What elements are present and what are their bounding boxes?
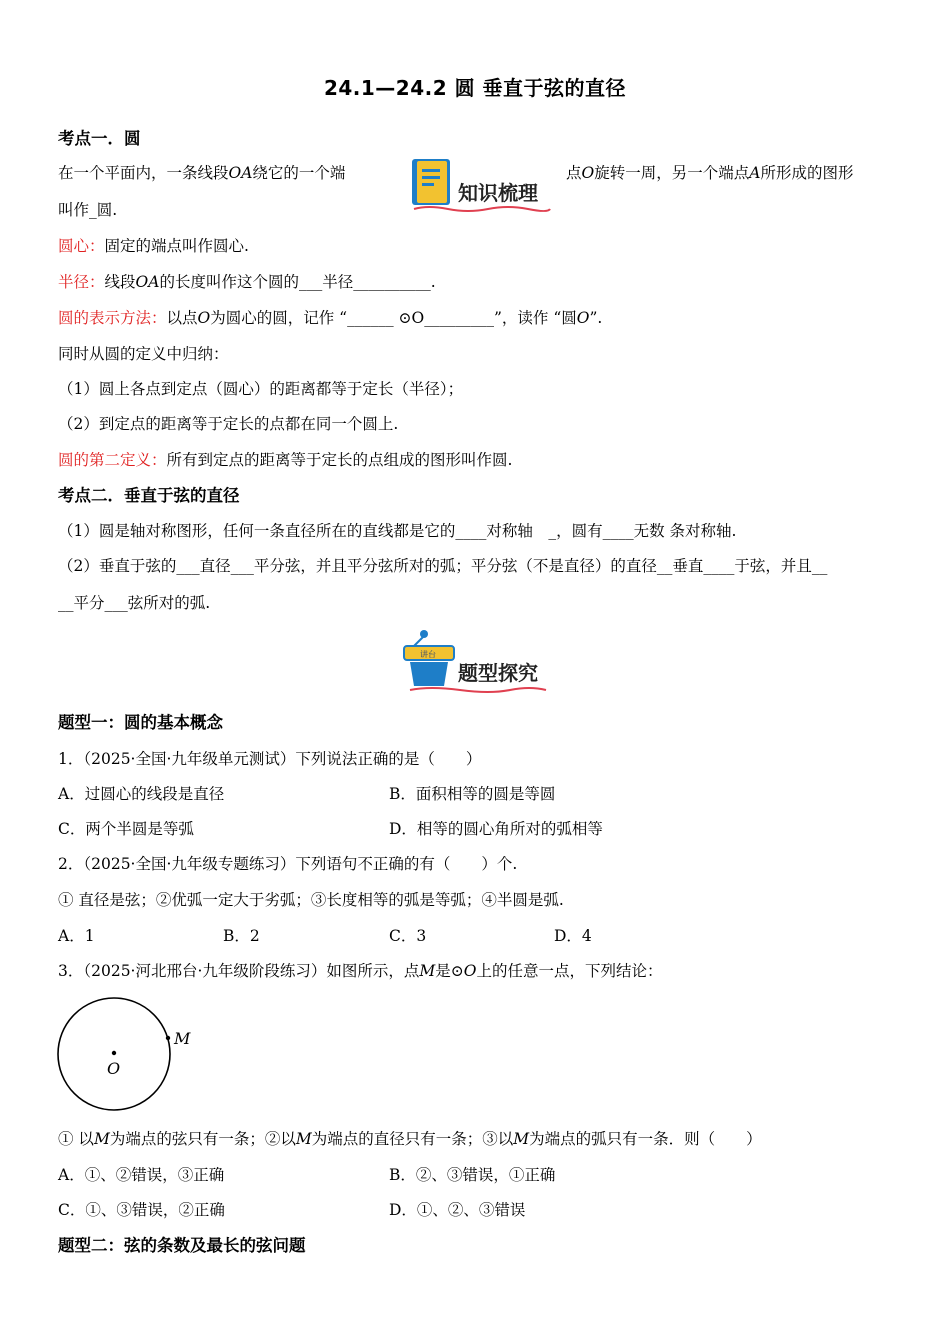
q2-option-c: C．3	[389, 927, 427, 945]
notation-label: 圆的表示方法：	[58, 309, 167, 327]
podium-icon	[400, 628, 550, 694]
q1-option-a: A．过圆心的线段是直径	[58, 785, 225, 803]
kp2-item2-cont: __平分___弦所对的弧.	[58, 594, 211, 612]
knowledge-badge-label: 知识梳理	[458, 181, 538, 205]
q3-stem: 3．（2025·河北邢台·九年级阶段练习）如图所示，点M是⊙O上的任意一点，下列结论：	[58, 962, 663, 980]
kp1-radius: 半径：线段OA的长度叫作这个圆的___半径__________.	[58, 273, 436, 291]
q1-stem: 1．（2025·全国·九年级单元测试）下列说法正确的是（ ）	[58, 750, 482, 768]
q3-option-c: C．①、③错误，②正确	[58, 1201, 225, 1219]
label-m: M	[174, 1029, 191, 1048]
kp1-notation: 圆的表示方法：以点O为圆心的圆，记作 “______ ⊙O_________”，读作 “圆O”.	[58, 309, 603, 327]
q3-option-d: D．①、②、③错误	[389, 1201, 526, 1219]
kp1-definition-line1-right: 点O旋转一周，另一个端点A所形成的图形	[566, 164, 854, 182]
radius-answer: ___半径__________.	[298, 273, 436, 291]
label-o: O	[107, 1059, 121, 1078]
kp1-item2: （2）到定点的距离等于定长的点都在同一个圆上.	[58, 415, 399, 433]
radius-label: 半径：	[58, 273, 105, 291]
q1-option-b: B．面积相等的圆是等圆	[389, 785, 556, 803]
q2-option-b: B．2	[223, 927, 260, 945]
center-point	[112, 1051, 116, 1055]
q3-option-a: A．①、②错误，③正确	[58, 1166, 225, 1184]
kp1-item1: （1）圆上各点到定点（圆心）的距离都等于定长（半径）；	[58, 380, 464, 398]
type2-heading: 题型二：弦的条数及最长的弦问题	[58, 1236, 306, 1255]
q3-option-b: B．②、③错误，①正确	[389, 1166, 556, 1184]
second-definition-label: 圆的第二定义：	[58, 451, 167, 469]
kp1-definition-line2: 叫作_圆.	[58, 201, 118, 219]
q2-body: ① 直径是弦；②优弧一定大于劣弧；③长度相等的弧是等弧；④半圆是弧.	[58, 891, 564, 909]
kp2-item2: （2）垂直于弦的___直径___平分弦，并且平分弦所对的弧；平分弦（不是直径）的直径__垂直____于弦，并且__	[58, 557, 828, 575]
kp2-heading: 考点二．垂直于弦的直径	[58, 486, 240, 505]
q2-option-d: D．4	[554, 927, 592, 945]
q3-body: ① 以M为端点的弦只有一条；②以M为端点的直径只有一条；③以M为端点的弧只有一条．则（ ）	[58, 1130, 762, 1148]
knowledge-badge	[408, 155, 554, 215]
explore-badge	[400, 628, 550, 694]
kp2-item1: （1）圆是轴对称图形，任何一条直径所在的直线都是它的____对称轴 _，圆有____无数 条对称轴.	[58, 522, 737, 540]
book-icon	[408, 155, 554, 215]
q2-stem: 2．（2025·全国·九年级专题练习）下列语句不正确的有（ ）个.	[58, 855, 518, 873]
q2-option-a: A．1	[58, 927, 95, 945]
point-m	[166, 1036, 170, 1040]
kp1-second-definition: 圆的第二定义：所有到定点的距离等于定长的点组成的图形叫作圆.	[58, 451, 513, 469]
kp1-heading: 考点一．圆	[58, 129, 141, 148]
explore-badge-label: 题型探究	[458, 661, 538, 685]
podium-label: 讲台	[420, 650, 436, 659]
kp1-definition-line1: 在一个平面内，一条线段OA绕它的一个端	[58, 164, 346, 182]
q3-figure	[52, 994, 212, 1118]
q1-option-d: D．相等的圆心角所对的弧相等	[389, 820, 603, 838]
center-label: 圆心：	[58, 237, 105, 255]
kp1-center: 圆心：固定的端点叫作圆心.	[58, 237, 249, 255]
kp1-summary: 同时从圆的定义中归纳：	[58, 345, 229, 363]
page-title: 24.1—24.2 圆 垂直于弦的直径	[323, 76, 627, 100]
type1-heading: 题型一：圆的基本概念	[58, 713, 223, 732]
q1-option-c: C．两个半圆是等弧	[58, 820, 194, 838]
